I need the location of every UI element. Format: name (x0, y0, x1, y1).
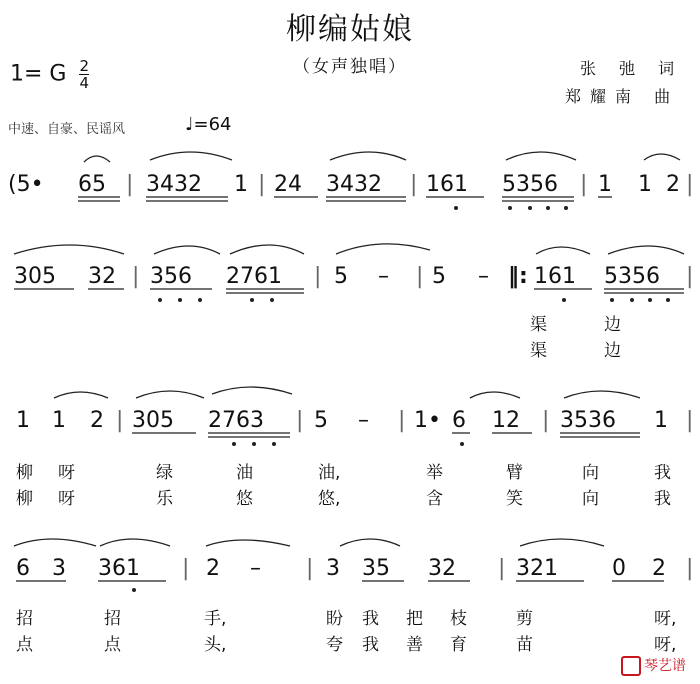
note: 1• (414, 408, 441, 433)
lyric: 向 (582, 463, 599, 483)
note: 305 (132, 408, 174, 433)
lyric: 我 (362, 609, 379, 629)
barline: | (314, 264, 322, 289)
note: 0 (612, 556, 626, 581)
barline: | (410, 172, 418, 197)
note: 2761 (226, 264, 282, 289)
barline: | (498, 556, 506, 581)
barline: | (306, 556, 314, 581)
barline: | (416, 264, 424, 289)
note: (5• (8, 172, 44, 197)
lyric: 手, (204, 609, 227, 629)
barline: | (182, 556, 190, 581)
lyric: 夸 (326, 635, 343, 655)
key-label: 1= G (10, 61, 67, 87)
time-signature (79, 58, 89, 91)
time-top: 2 (79, 57, 90, 75)
lyric: 呀 (58, 489, 75, 509)
lyric: 举 (426, 463, 443, 483)
note: 32 (428, 556, 456, 581)
lyric: 绿 (156, 463, 173, 483)
lyric: 呀, (654, 609, 677, 629)
lyric: 柳 (16, 463, 33, 483)
barline: | (580, 172, 588, 197)
lyric: 点 (104, 635, 121, 655)
note: 5356 (502, 172, 558, 197)
time-bottom: 4 (79, 74, 90, 92)
barline: | (686, 172, 694, 197)
note: 2 (206, 556, 220, 581)
metronome-mark: ♩=64 (185, 114, 232, 135)
lyric: 柳 (16, 489, 33, 509)
barline: | (296, 408, 304, 433)
note: 5356 (604, 264, 660, 289)
note: 1 (654, 408, 668, 433)
song-subtitle: （女声独唱） (293, 57, 407, 77)
lyric: 含 (426, 489, 443, 509)
note: – (250, 556, 261, 581)
note: 24 (274, 172, 302, 197)
lyric: 招 (104, 609, 121, 629)
repeat-sign: ‖: (508, 264, 528, 289)
note: 3 (326, 556, 340, 581)
note: 3432 (146, 172, 202, 197)
lyric: 渠 (530, 341, 547, 361)
composer-credit: 郑耀南 曲 (565, 87, 680, 106)
lyric: 我 (654, 489, 671, 509)
barline: | (132, 264, 140, 289)
lyric: 油, (318, 463, 341, 483)
lyric: 招 (16, 609, 33, 629)
lyric: 乐 (156, 489, 173, 509)
note: 161 (534, 264, 576, 289)
lyric: 呀 (58, 463, 75, 483)
note: 5 (314, 408, 328, 433)
lyricist-credit: 张 弛 词 (580, 59, 684, 78)
note: 356 (150, 264, 192, 289)
lyric: 油 (236, 463, 253, 483)
barline: | (542, 408, 550, 433)
note: 3536 (560, 408, 616, 433)
lyric: 点 (16, 635, 33, 655)
watermark-logo-icon (621, 656, 641, 676)
note: 6 (16, 556, 30, 581)
note: 305 (14, 264, 56, 289)
lyric: 苗 (516, 635, 533, 655)
lyric: 头, (204, 635, 227, 655)
barline: | (686, 264, 694, 289)
barline: | (116, 408, 124, 433)
lyric: 盼 (326, 609, 343, 629)
note: 2 (652, 556, 666, 581)
lyric: 剪 (516, 609, 533, 629)
tempo-text: 中速、自豪、民谣风 (8, 122, 126, 137)
note: 1 (638, 172, 652, 197)
barline: | (126, 172, 134, 197)
note: 5 (432, 264, 446, 289)
note: 2763 (208, 408, 264, 433)
watermark (621, 655, 686, 676)
note: 5 (334, 264, 348, 289)
lyric: 呀, (654, 635, 677, 655)
note: 1 (52, 408, 66, 433)
watermark-text: 琴艺谱 (644, 658, 686, 674)
note: 2 (666, 172, 680, 197)
lyric: 笑 (506, 489, 523, 509)
song-title: 柳编姑娘 (286, 12, 414, 47)
note: – (478, 264, 489, 289)
note: 1 (234, 172, 248, 197)
note: – (358, 408, 369, 433)
note: 321 (516, 556, 558, 581)
note: 12 (492, 408, 520, 433)
note: 3432 (326, 172, 382, 197)
score-line-3 (0, 398, 700, 442)
lyric: 悠, (318, 489, 341, 509)
score-line-1 (0, 162, 700, 206)
note: 32 (88, 264, 116, 289)
note: 161 (426, 172, 468, 197)
barline: | (398, 408, 406, 433)
lyric: 育 (450, 635, 467, 655)
note: 1 (598, 172, 612, 197)
note: 361 (98, 556, 140, 581)
note: 6 (452, 408, 466, 433)
lyric: 向 (582, 489, 599, 509)
lyric: 臂 (506, 463, 523, 483)
score-line-2 (0, 254, 700, 298)
lyric: 边 (604, 341, 621, 361)
note: 3 (52, 556, 66, 581)
barline: | (686, 408, 694, 433)
lyric: 我 (362, 635, 379, 655)
lyric: 渠 (530, 315, 547, 335)
note: 1 (16, 408, 30, 433)
barline: | (258, 172, 266, 197)
key-signature (10, 58, 89, 91)
lyric: 悠 (236, 489, 253, 509)
note: 2 (90, 408, 104, 433)
lyric: 枝 (450, 609, 467, 629)
lyric: 边 (604, 315, 621, 335)
lyric: 善 (406, 635, 423, 655)
barline: | (686, 556, 694, 581)
note: – (378, 264, 389, 289)
note: 35 (362, 556, 390, 581)
note: 65 (78, 172, 106, 197)
lyric: 我 (654, 463, 671, 483)
score-line-4 (0, 546, 700, 590)
lyric: 把 (406, 609, 423, 629)
